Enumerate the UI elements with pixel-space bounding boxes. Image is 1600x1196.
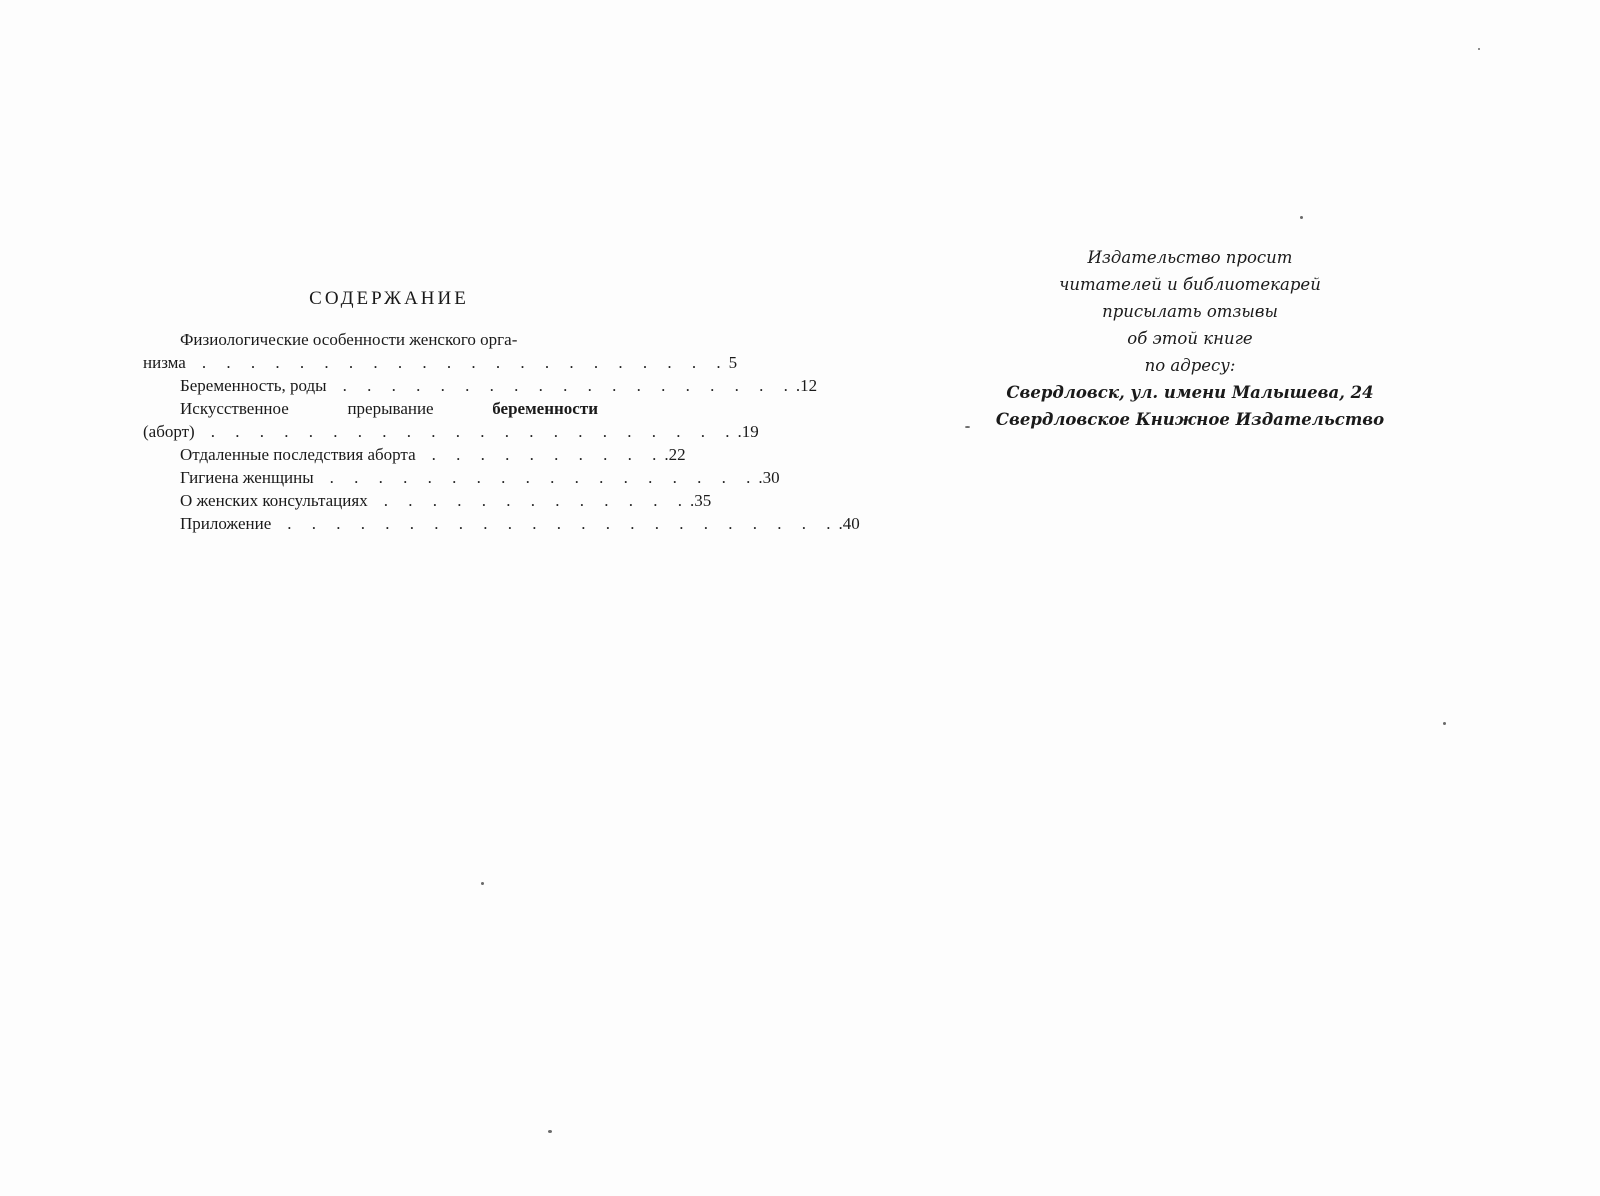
- scan-speck: [1443, 722, 1446, 725]
- toc-entry-title: Физиологические особенности женского орга-: [180, 330, 518, 349]
- scan-speck: [965, 426, 970, 428]
- scan-speck: [1478, 48, 1480, 50]
- toc-entry-title-word: прерывание: [347, 399, 434, 418]
- publisher-notice: [980, 244, 1400, 433]
- toc-entry-hygiene: [143, 466, 780, 489]
- dot-leader: . . . . . . . . . . . . . . . . . . . . . .: [201, 353, 729, 372]
- notice-line: Издательство просит: [1087, 248, 1293, 267]
- dot-leader: . . . . . . . . . . . . . . . . . .: [329, 468, 759, 487]
- toc-entry-title: О женских консультациях: [180, 491, 368, 510]
- dot-leader: . . . . . . . . . . . . . . . . . . . . . .: [210, 422, 738, 441]
- table-of-contents: [143, 288, 860, 535]
- toc-entry-title: Отдаленные последствия аборта: [180, 445, 416, 464]
- toc-entry-physiology-cont: [143, 351, 738, 374]
- toc-entry-page: .22: [664, 445, 686, 464]
- toc-entry-abortion-cont: [143, 420, 759, 443]
- notice-line: по адресу:: [1144, 356, 1236, 375]
- toc-entry-page: .35: [689, 491, 712, 510]
- scan-speck: [548, 1130, 552, 1133]
- toc-entry-consequences: [143, 443, 686, 466]
- toc-entry-page: 5: [728, 353, 738, 372]
- toc-entry-appendix: [143, 512, 860, 535]
- notice-line: об этой книге: [1127, 329, 1253, 348]
- toc-entry-abortion: [143, 397, 615, 420]
- toc-entry-page: .12: [795, 376, 818, 395]
- dot-leader: . . . . . . . . . . . . . . . . . . . . . . .: [287, 514, 839, 533]
- toc-entry-title: Беременность, роды: [180, 376, 327, 395]
- toc-entry-consultations: [143, 489, 712, 512]
- dot-leader: . . . . . . . . . .: [431, 445, 665, 464]
- dot-leader: . . . . . . . . . . . . . . . . . . .: [342, 376, 796, 395]
- notice-line: присылать отзывы: [1102, 302, 1278, 321]
- toc-entry-page: .19: [737, 422, 759, 441]
- toc-entry-title: (аборт): [143, 422, 195, 441]
- notice-publisher-name: Свердловское Книжное Издательство: [995, 410, 1385, 429]
- toc-entry-title: Приложение: [180, 514, 272, 533]
- toc-entry-title: Гигиена женщины: [180, 468, 314, 487]
- notice-address: Свердловск, ул. имени Малышева, 24: [1006, 383, 1374, 402]
- notice-line: читателей и библиотекарей: [1059, 275, 1321, 294]
- scan-speck: [481, 882, 484, 885]
- toc-entry-title: низма: [143, 353, 186, 372]
- toc-entry-page: .40: [838, 514, 860, 533]
- toc-entry-title-word: беременности: [492, 399, 598, 418]
- toc-entry-page: .30: [758, 468, 780, 487]
- toc-entry-title-word: Искусственное: [180, 399, 289, 418]
- toc-entry-physiology: [143, 328, 615, 351]
- toc-entry-pregnancy: [143, 374, 818, 397]
- scan-speck: [1300, 216, 1303, 219]
- dot-leader: . . . . . . . . . . . . .: [383, 491, 690, 510]
- contents-heading: СОДЕРЖАНИЕ: [309, 288, 469, 309]
